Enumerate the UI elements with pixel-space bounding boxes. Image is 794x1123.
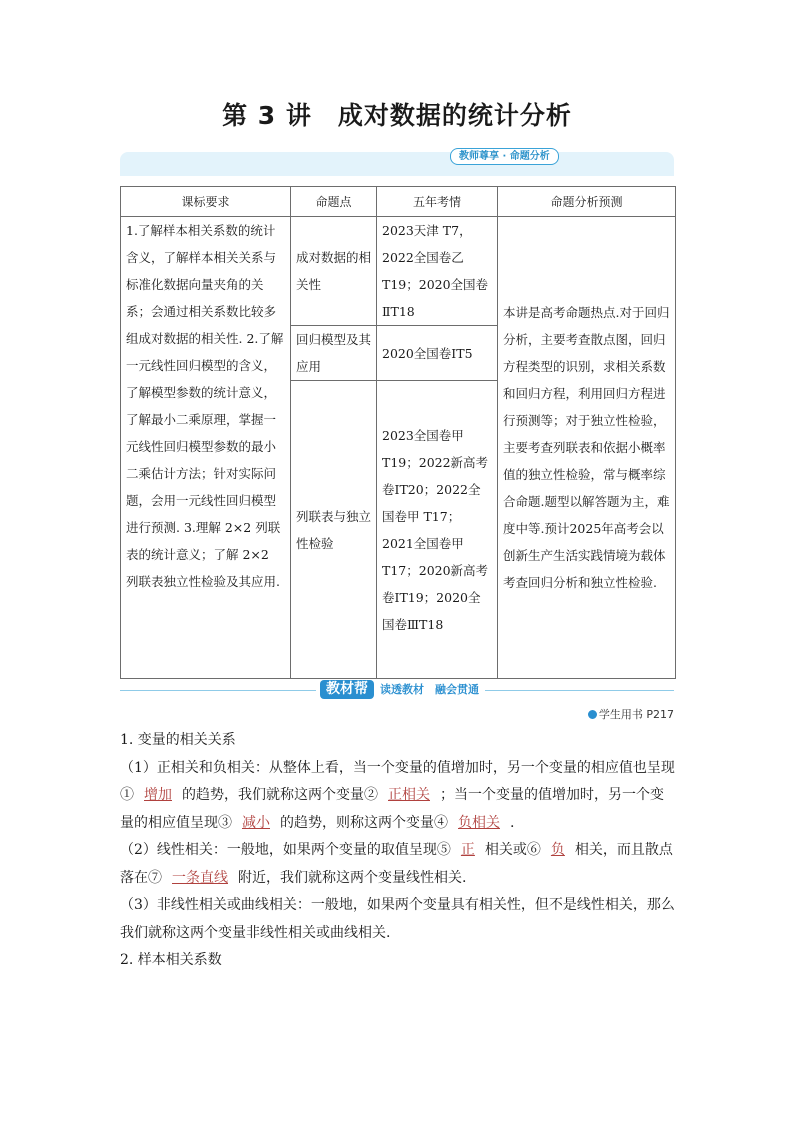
text: （2）线性相关：一般地，如果两个变量的取值呈现⑤ (120, 842, 451, 858)
section-title: 1. 变量的相关关系 (120, 732, 236, 748)
exams-cell: 2023全国卷甲 T19；2022新高考卷ⅠT20；2022全国卷甲 T17；2021全国卷甲 T17；2020新高考卷ⅠT19；2020全国卷ⅢT18 (377, 381, 498, 679)
paragraph (120, 837, 676, 892)
content-body (120, 727, 676, 975)
banner-tag (316, 679, 485, 699)
page-title: 第 3 讲 成对数据的统计分析 (222, 101, 572, 130)
point-cell: 列联表与独立性检验 (291, 381, 377, 679)
text: ；当一个变量的值增加时，另一个变量的相应值呈现③ (120, 787, 664, 831)
table-row (121, 217, 676, 326)
exams-cell: 2020全国卷ⅠT5 (377, 326, 498, 381)
text: 附近，我们就称这两个变量线性相关. (238, 869, 467, 886)
table-header-row (121, 187, 676, 217)
banner-tag-label: 教材帮 (320, 680, 374, 699)
text: 相关或⑥ (484, 842, 541, 858)
requirements-cell: 1.了解样本相关系数的统计含义，了解样本相关关系与标准化数据向量夹角的关系；会通过相关系数比较多组成对数据的相关性. 2.了解一元线性回归模型的含义，了解模型参数的统计意义，了解最小二乘原理，掌握一元线性回归模型参数的最小二乘估计方法；针对实际问题，会用一元线性回归模型进行预测. 3.理解 2×2 列联表的统计意义；了解 2×2 列联表独立性检验及其应用. (121, 217, 291, 679)
answer-blank: 负相关 (458, 814, 500, 831)
section-title: 2. 样本相关系数 (120, 952, 222, 968)
text: . (510, 814, 515, 831)
exams-cell: 2023天津 T7，2022全国卷乙 T19；2020全国卷ⅡT18 (377, 217, 498, 326)
answer-blank: 增加 (144, 787, 172, 803)
text: 的趋势，我们就称这两个变量② (182, 787, 378, 803)
teacher-analysis-banner (120, 148, 674, 178)
text: （1）正相关和负相关：从整体上看，当一个变量的值增加时，另一个变量的相应值也呈现① (120, 759, 675, 803)
header-analysis: 命题分析预测 (498, 187, 676, 217)
banner-label: 教师尊享 · 命题分析 (450, 148, 559, 165)
student-book-ref (588, 706, 674, 722)
answer-blank: 负 (550, 842, 565, 858)
header-exams: 五年考情 (377, 187, 498, 217)
answer-blank: 一条直线 (172, 869, 228, 886)
answer-blank: 减小 (242, 814, 270, 831)
header-requirements: 课标要求 (121, 187, 291, 217)
textbook-banner (120, 678, 674, 704)
paragraph (120, 755, 676, 838)
paragraph: （3）非线性相关或曲线相关：一般地，如果两个变量具有相关性，但不是线性相关，那么我们就称这两个变量非线性相关或曲线相关. (120, 897, 675, 941)
text: 的趋势，则称这两个变量④ (280, 814, 448, 831)
text: 相关，而且散点落在⑦ (120, 842, 673, 886)
ref-text: 学生用书 P217 (598, 708, 674, 721)
point-cell: 回归模型及其应用 (291, 326, 377, 381)
banner-tag-subtitle: 读透教材 融会贯通 (380, 683, 479, 696)
answer-blank: 正 (460, 842, 475, 858)
answer-blank: 正相关 (388, 787, 430, 803)
point-cell: 成对数据的相关性 (291, 217, 377, 326)
header-point: 命题点 (291, 187, 377, 217)
bullet-icon (588, 710, 597, 719)
analysis-cell: 本讲是高考命题热点.对于回归分析，主要考查散点图，回归方程类型的识别，求相关系数和回归方程，利用回归方程进行预测等；对于独立性检验，主要考查列联表和依据小概率值的独立性检验，常与概率综合命题.题型以解答题为主，难度中等.预计2025年高考会以创新生产生活实践情境为载体考查回归分析和独立性检验. (498, 217, 676, 679)
overview-table (120, 186, 676, 679)
banner-bar (120, 152, 674, 176)
